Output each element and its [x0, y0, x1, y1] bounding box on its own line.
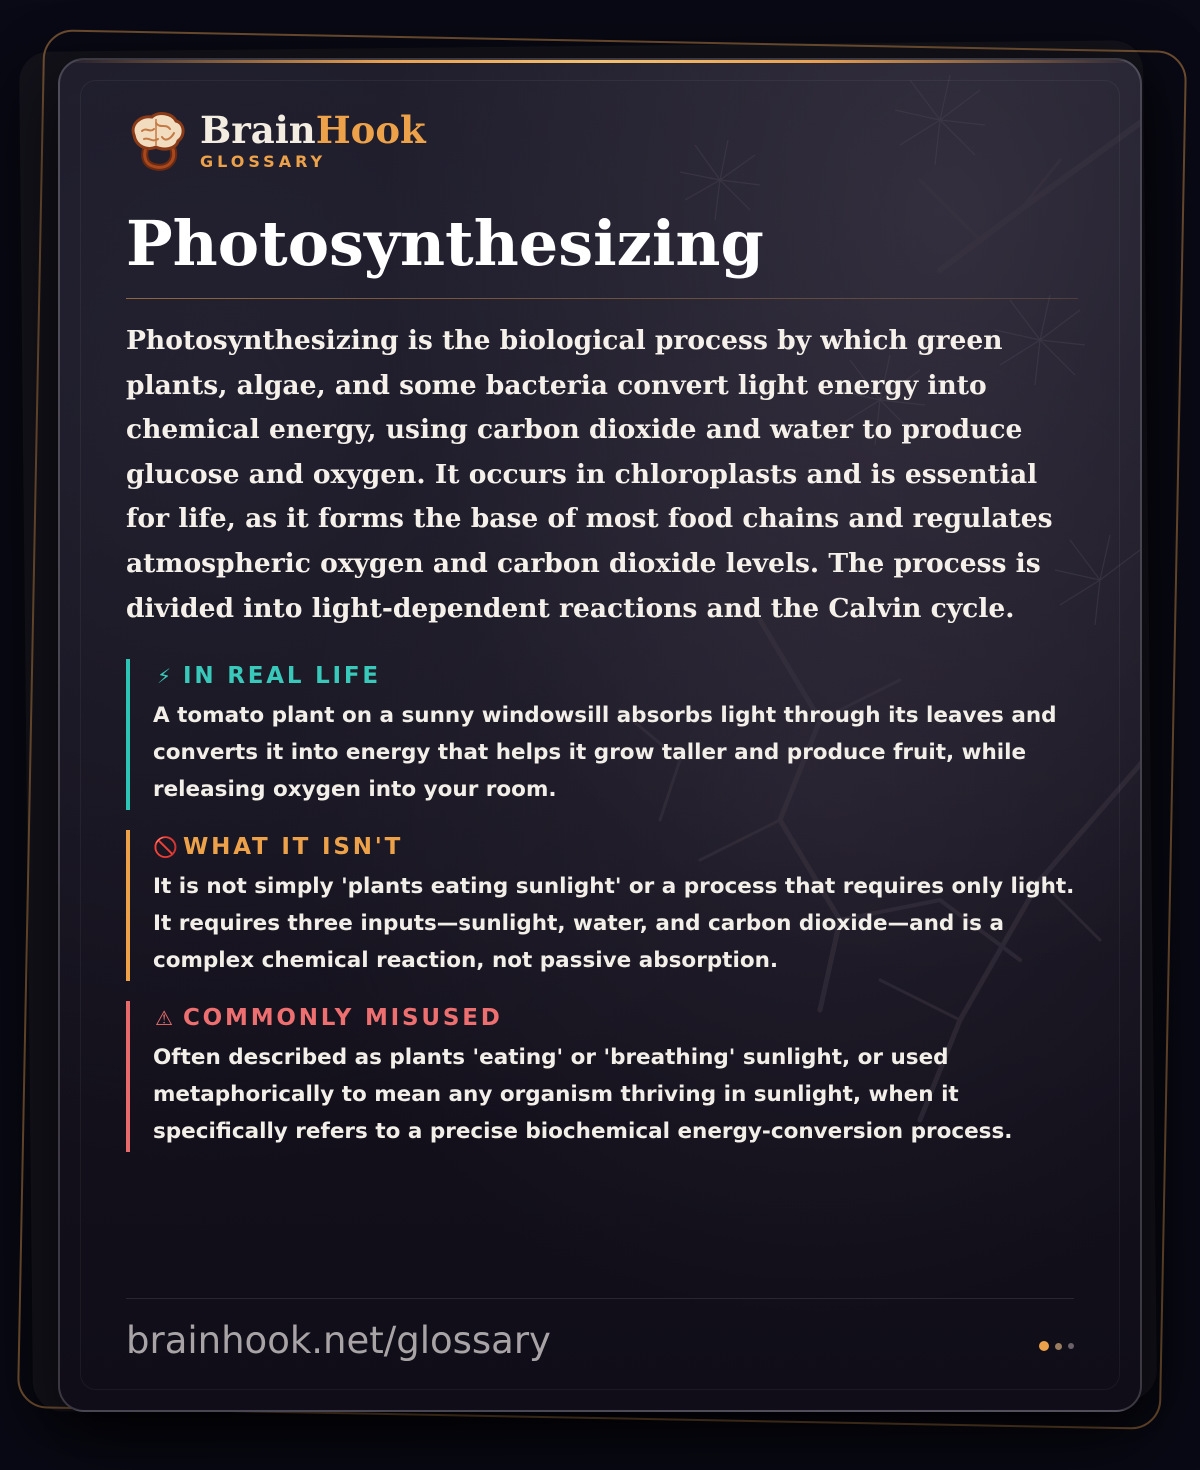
- term-definition: Photosynthesizing is the biological process by which green plants, algae, and some bacteria convert light energy into chemical energy, using carbon dioxide and water to produce glucose and oxygen. It occurs in chloroplasts and is essential for life, as it forms the base of most food chains and regulates atmospheric oxygen and carbon dioxide levels. The process is divided into light-dependent reactions and the Calvin cycle.: [126, 325, 1053, 624]
- footer-url[interactable]: brainhook.net/glossary: [126, 1319, 551, 1362]
- section-real-life-heading: [153, 659, 1078, 693]
- pager-dot[interactable]: [1068, 1343, 1074, 1349]
- section-what-it-isnt: [126, 830, 1078, 981]
- brand-name-part2: Hook: [315, 107, 426, 152]
- no-entry-icon: 🚫: [153, 835, 178, 860]
- card-content: [126, 100, 1078, 1152]
- pager-dots: [1033, 1341, 1074, 1351]
- lightning-icon: ⚡: [156, 664, 172, 689]
- section-what-it-isnt-heading: [153, 830, 1078, 864]
- section-commonly-misused-body: Often described as plants 'eating' or 'breathing' sunlight, or used metaphorically to mean any organism thriving in sunlight, when it specifically refers to a precise biochemical energy-conversion process.: [153, 1045, 1013, 1145]
- warning-icon: ⚠: [155, 1006, 173, 1031]
- pager-dot[interactable]: [1055, 1343, 1062, 1350]
- section-what-it-isnt-body: It is not simply 'plants eating sunlight' or a process that requires only light. It requires three inputs—sunlight, water, and carbon dioxide—and is a complex chemical reaction, not passive absorption.: [153, 874, 1075, 974]
- section-real-life-body: A tomato plant on a sunny windowsill absorbs light through its leaves and converts it into energy that helps it grow taller and produce fruit, while releasing oxygen into your room.: [153, 703, 1057, 803]
- brand-subtitle: GLOSSARY: [200, 151, 327, 171]
- section-real-life-title: IN REAL LIFE: [183, 663, 381, 690]
- term-title: Photosynthesizing: [126, 207, 764, 280]
- brand-name-part1: Brain: [200, 107, 316, 152]
- brand-header: [126, 100, 1078, 180]
- section-commonly-misused-title: COMMONLY MISUSED: [183, 1005, 503, 1032]
- section-what-it-isnt-title: WHAT IT ISN'T: [183, 834, 404, 861]
- section-commonly-misused-heading: [153, 1001, 1078, 1035]
- section-real-life: [126, 659, 1078, 810]
- glossary-card: [58, 58, 1142, 1412]
- title-divider: [126, 298, 1078, 299]
- brain-hook-icon: [126, 109, 186, 171]
- brand-name: [200, 107, 426, 152]
- pager-dot-active[interactable]: [1039, 1341, 1049, 1351]
- card-footer: [126, 1298, 1074, 1389]
- section-commonly-misused: [126, 1001, 1078, 1152]
